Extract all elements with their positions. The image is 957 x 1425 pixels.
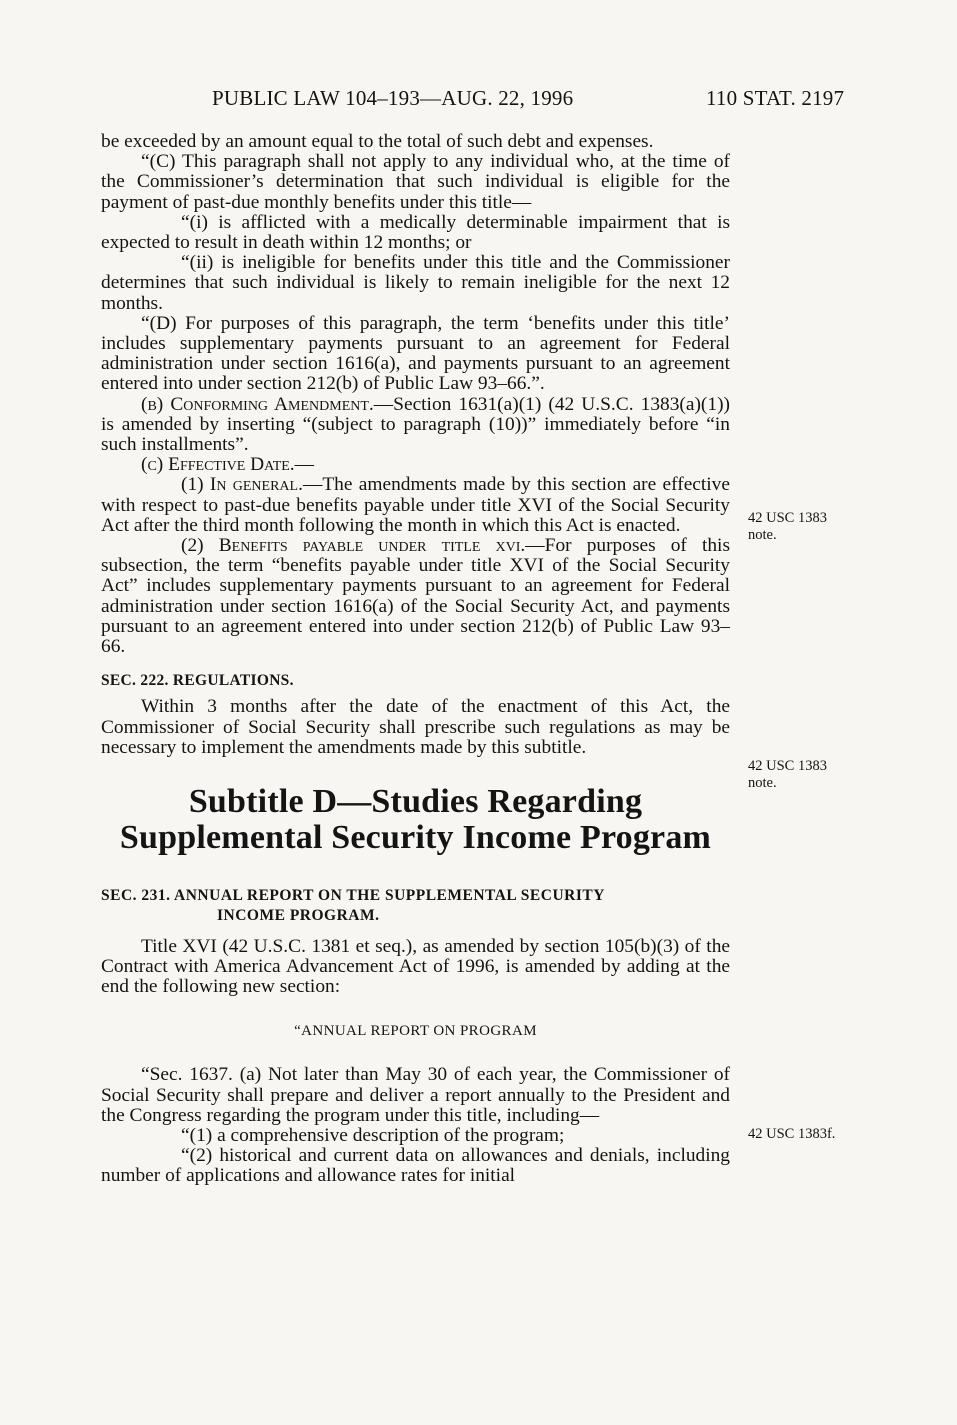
annual-report-caption: “ANNUAL REPORT ON PROGRAM [294, 1023, 537, 1040]
paragraph-c-1 [101, 475, 730, 536]
item-2: “(2) historical and current data on allowances and denials, including number of applications and allowance rates for initial [101, 1145, 730, 1187]
paragraph-c: “(C) This paragraph shall not apply to any individual who, at the time of the Commissioner’s determination that such individual is eligible for the payment of past-due monthly benefits under this title— [101, 151, 730, 213]
paragraph-c-1-heading: (1) In general. [181, 474, 303, 496]
paragraph-c-ii: “(ii) is ineligible for benefits under this title and the Commissioner determines that such individual is likely to remain ineligible for the next 12 months. [101, 252, 730, 314]
paragraph-c-2-heading: (2) Benefits payable under title xvi. [181, 535, 526, 557]
subtitle-line-1: Subtitle D—Studies Regarding [188, 783, 643, 821]
running-header [0, 86, 957, 116]
margin-note-1-line-2: note. [748, 527, 777, 543]
margin-note-3-line-1: 42 USC 1383f. [748, 1126, 836, 1142]
sec-231-text: Title XVI (42 U.S.C. 1381 et seq.), as amended by section 105(b)(3) of the Contract with America Advancement Act of 1996, is amended by adding at the end the following new section: [101, 935, 730, 997]
paragraph-c-i: “(i) is afflicted with a medically determinable impairment that is expected to result in death within 12 months; or [101, 211, 730, 254]
paragraph-c-2-body: —For purposes of this subsection, the term “benefits payable under title XVI of the Social Security Act” includes supplementary payments pursuant to an agreement for Federal administration under section 1616(a) of the Social Security Act, and payments pursuant to an agreement entered into under section 212(b) of Public Law 93–66. [101, 535, 730, 658]
paragraph-c-2 [101, 536, 730, 657]
item-1: “(1) a comprehensive description of the program; [181, 1124, 565, 1146]
sec-222-text: Within 3 months after the date of the enactment of this Act, the Commissioner of Social Security shall prescribe such regulations as may be necessary to implement the amendments made by this subtitle. [101, 696, 730, 758]
header-title: PUBLIC LAW 104–193—AUG. 22, 1996 [212, 86, 574, 110]
subtitle-heading [101, 784, 730, 856]
margin-note-1 [748, 510, 827, 544]
sec-231-heading [101, 886, 730, 926]
subtitle-line-2: Supplemental Security Income Program [119, 819, 712, 857]
margin-note-1-line-1: 42 USC 1383 [748, 510, 827, 526]
sec-1637-text: “Sec. 1637. (a) Not later than May 30 of each year, the Commissioner of Social Security shall prepare and deliver a report annually to the President and the Congress regarding the program under this title, including— [101, 1064, 730, 1126]
paragraph-c-effective-date: (c) Effective Date.— [141, 454, 315, 476]
paragraph-b-conforming [101, 395, 730, 456]
margin-note-2-line-2: note. [748, 775, 777, 791]
sec-231-heading-line-1: SEC. 231. ANNUAL REPORT ON THE SUPPLEMENTAL SECURITY [101, 887, 605, 905]
sec-231-heading-line-2: INCOME PROGRAM. [217, 907, 380, 925]
header-stat-page: 110 STAT. 2197 [706, 86, 845, 110]
margin-note-2-line-1: 42 USC 1383 [748, 758, 827, 774]
main-text [101, 132, 730, 1187]
paragraph-d: “(D) For purposes of this paragraph, the term ‘benefits under this title’ includes supplementary payments pursuant to an agreement for Federal administration under section 1616(a), and payments pursuant to an agreement entered into under section 212(b) of Public Law 93–66.”. [101, 312, 730, 395]
margin-note-3 [748, 1126, 835, 1143]
margin-note-2 [748, 758, 827, 792]
paragraph-continuation: be exceeded by an amount equal to the total of such debt and expenses. [101, 131, 654, 152]
paragraph-b-heading: (b) Conforming Amendment. [141, 393, 374, 415]
paragraph-b-body: —Section 1631(a)(1) (42 U.S.C. 1383(a)(1)) is amended by inserting “(subject to paragraph (10))” immediately before “in such installments”. [101, 393, 730, 456]
paragraph-c-1-body: —The amendments made by this section are effective with respect to past-due benefits payable under title XVI of the Social Security Act after the third month following the month in which this Act is enacted. [101, 474, 730, 536]
sec-222-heading: SEC. 222. REGULATIONS. [101, 672, 294, 690]
